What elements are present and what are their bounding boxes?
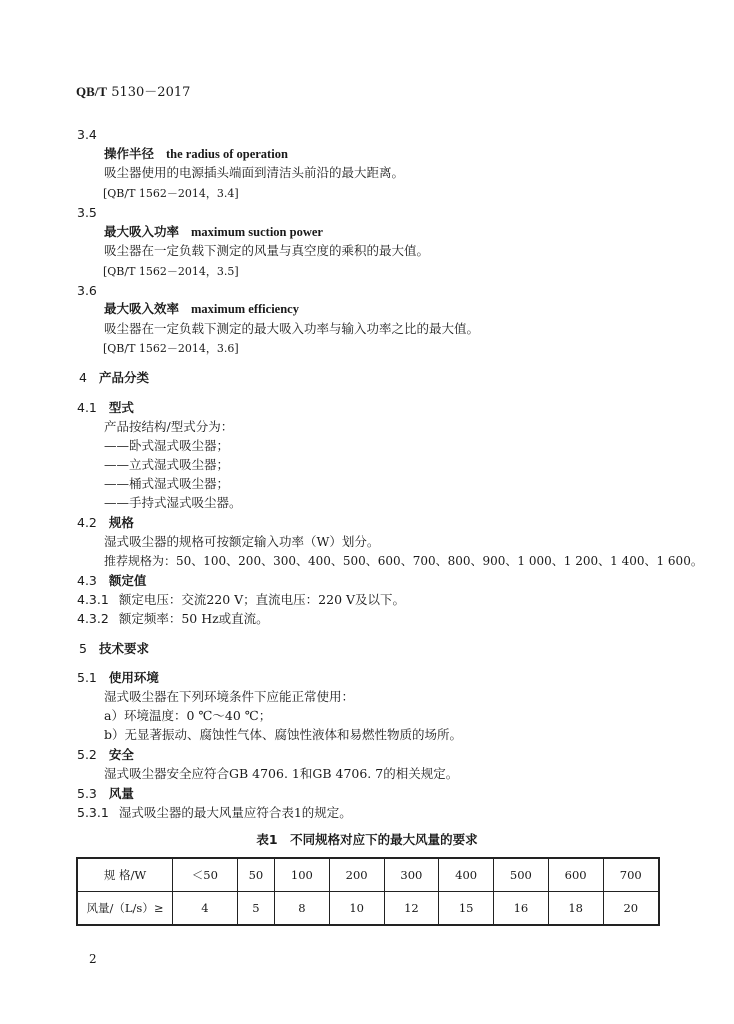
table-cell: ＜50 [173, 858, 238, 892]
clause-number: 4.3.2 [77, 611, 109, 626]
clause-3-4-definition: 吸尘器使用的电源插头端面到清洁头前沿的最大距离。 [104, 165, 405, 180]
clause-number: 5.2 [77, 747, 97, 762]
clause-3-4-number: 3.4 [77, 127, 97, 142]
clause-3-6-definition: 吸尘器在一定负载下测定的最大吸入功率与输入功率之比的最大值。 [104, 321, 480, 336]
clause-4-2-text: 湿式吸尘器的规格可按额定输入功率（W）划分。 [104, 534, 380, 549]
table-cell: 12 [384, 892, 439, 926]
term-en: the radius of operation [166, 147, 288, 161]
table-cell: 700 [603, 858, 659, 892]
clause-4-2-recommended: 推荐规格为：50、100、200、300、400、500、600、700、800、900、1 000、1 200、1 400、1 600。 [104, 554, 703, 568]
table-cell: 15 [439, 892, 494, 926]
clause-3-4-reference: [QB/T 1562－2014，3.4] [103, 187, 239, 200]
table-cell: 16 [494, 892, 549, 926]
table-cell: 600 [548, 858, 603, 892]
clause-4-2-heading [77, 515, 134, 531]
table-cell: 5 [237, 892, 274, 926]
clause-title: 型式 [108, 400, 134, 415]
clause-number: 4.3 [77, 573, 97, 588]
clause-5-3-heading [77, 786, 134, 802]
clause-text: 额定电压：交流220 V；直流电压：220 V及以下。 [118, 592, 406, 607]
table-cell: 10 [329, 892, 384, 926]
clause-number: 5.3 [77, 786, 97, 801]
term-en: maximum suction power [191, 225, 323, 239]
clause-4-3-heading [77, 573, 146, 589]
clause-title: 额定值 [108, 573, 147, 588]
list-item: ——桶式湿式吸尘器； [104, 476, 230, 491]
table-row [77, 858, 659, 892]
clause-text: 额定频率：50 Hz或直流。 [118, 611, 269, 626]
table-cell: 4 [173, 892, 238, 926]
chapter-number: 4 [79, 370, 87, 385]
clause-text: 湿式吸尘器的最大风量应符合表1的规定。 [118, 805, 352, 820]
clause-3-5-definition: 吸尘器在一定负载下测定的风量与真空度的乘积的最大值。 [104, 243, 430, 258]
chapter-number: 5 [79, 641, 87, 656]
clause-title: 规格 [108, 515, 134, 530]
table-cell: 8 [275, 892, 330, 926]
row-header-spec: 规 格/W [77, 858, 173, 892]
table-cell: 20 [603, 892, 659, 926]
clause-number: 5.3.1 [77, 805, 109, 820]
airflow-table [76, 857, 660, 926]
clause-number: 5.1 [77, 670, 97, 685]
row-header-airflow: 风量/（L/s）≥ [77, 892, 173, 926]
table-caption: 表1 不同规格对应下的最大风量的要求 [256, 832, 478, 847]
clause-5-1-item-b: b）无显著振动、腐蚀性气体、腐蚀性液体和易燃性物质的场所。 [104, 727, 463, 742]
clause-4-1-heading [77, 400, 134, 416]
chapter-5-heading [79, 641, 149, 657]
table-cell: 200 [329, 858, 384, 892]
chapter-title: 产品分类 [98, 370, 149, 385]
clause-5-1-item-a: a）环境温度：0 ℃～40 ℃； [104, 708, 272, 723]
list-item: ——立式湿式吸尘器； [104, 457, 230, 472]
table-cell: 500 [494, 858, 549, 892]
table-cell: 300 [384, 858, 439, 892]
clause-title: 使用环境 [108, 670, 159, 685]
clause-4-1-intro: 产品按结构/型式分为： [104, 419, 234, 434]
page-number: 2 [89, 952, 97, 966]
chapter-title: 技术要求 [98, 641, 149, 656]
table-row [77, 892, 659, 926]
chapter-4-heading [79, 370, 149, 386]
term-zh: 操作半径 [104, 146, 155, 161]
clause-3-5-number: 3.5 [77, 205, 97, 220]
clause-3-4-term [104, 146, 288, 162]
clause-number: 4.1 [77, 400, 97, 415]
clause-5-2-text: 湿式吸尘器安全应符合GB 4706. 1和GB 4706. 7的相关规定。 [104, 766, 459, 781]
table-cell: 50 [237, 858, 274, 892]
clause-3-5-reference: [QB/T 1562－2014，3.5] [103, 265, 239, 278]
clause-5-3-1 [77, 805, 352, 821]
clause-number: 4.3.1 [77, 592, 109, 607]
clause-4-3-1 [77, 592, 405, 608]
table-cell: 18 [548, 892, 603, 926]
clause-number: 4.2 [77, 515, 97, 530]
term-zh: 最大吸入效率 [104, 301, 180, 316]
clause-5-1-intro: 湿式吸尘器在下列环境条件下应能正常使用： [104, 689, 355, 704]
page-header [76, 81, 190, 100]
clause-5-1-heading [77, 670, 159, 686]
clause-title: 安全 [108, 747, 134, 762]
clause-3-6-reference: [QB/T 1562－2014，3.6] [103, 342, 239, 355]
list-item: ——手持式湿式吸尘器。 [104, 495, 242, 510]
standard-code: 5130－2017 [107, 85, 191, 100]
clause-5-2-heading [77, 747, 134, 763]
term-zh: 最大吸入功率 [104, 224, 180, 239]
standard-prefix: QB/T [76, 84, 108, 99]
clause-4-3-2 [77, 611, 269, 627]
term-en: maximum efficiency [191, 302, 299, 316]
clause-title: 风量 [108, 786, 134, 801]
clause-3-6-number: 3.6 [77, 283, 97, 298]
table-cell: 100 [275, 858, 330, 892]
list-item: ——卧式湿式吸尘器； [104, 438, 230, 453]
clause-3-6-term [104, 301, 299, 317]
table-cell: 400 [439, 858, 494, 892]
clause-3-5-term [104, 224, 323, 240]
